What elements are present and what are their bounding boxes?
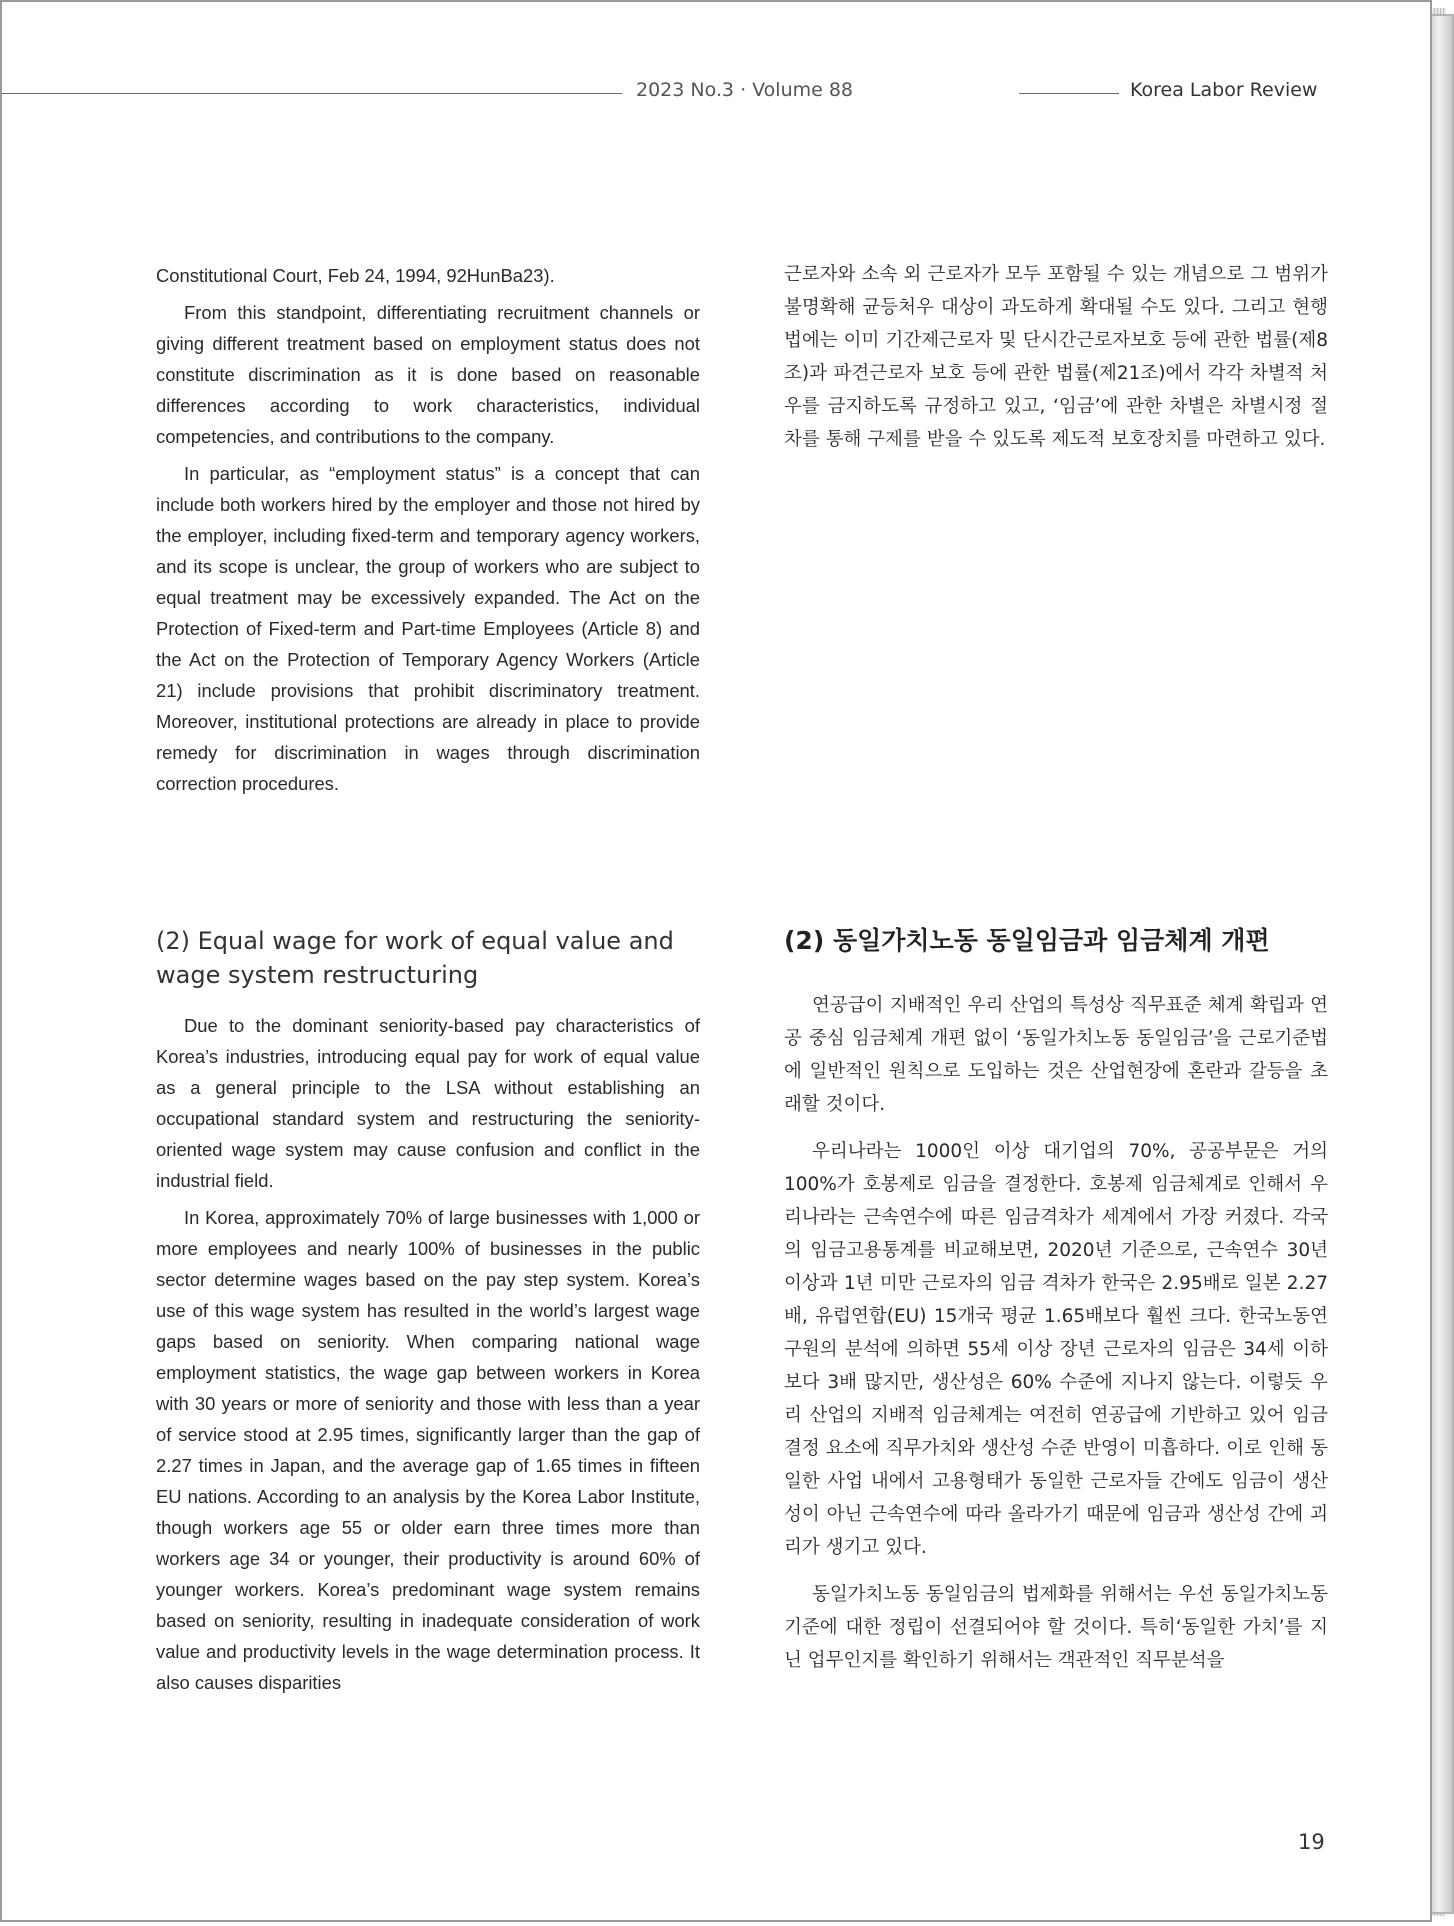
korean-section-column xyxy=(784,989,1328,1683)
english-section-column xyxy=(156,1010,700,1704)
korean-paragraph: 연공급이 지배적인 우리 산업의 특성상 직무표준 체계 확립과 연공 중심 임금체계 개편 없이 ‘동일가치노동 동일임금’을 근로기준법에 일반적인 원칙으로 도입하는 것은 산업현장에 혼란과 갈등을 초래할 것이다. xyxy=(784,995,1328,1115)
header-rule-middle xyxy=(1019,93,1119,94)
english-paragraph: Due to the dominant seniority-based pay characteristics of Korea’s industries, introducing equal pay for work of equal value as a general principle to the LSA without establishing an occupational standard system and restructuring the seniority-oriented wage system may cause confusion and conflict in the industrial field. xyxy=(156,1015,700,1191)
english-section-heading: (2) Equal wage for work of equal value and wage system restructuring xyxy=(156,927,674,989)
korean-paragraph: 동일가치노동 동일임금의 법제화를 위해서는 우선 동일가치노동 기준에 대한 정립이 선결되어야 할 것이다. 특히‘동일한 가치’를 지닌 업무인지를 확인하기 위해서는 객관적인 직무분석을 xyxy=(784,1584,1328,1671)
korean-paragraph: 근로자와 소속 외 근로자가 모두 포함될 수 있는 개념으로 그 범위가 불명확해 균등처우 대상이 과도하게 확대될 수도 있다. 그리고 현행법에는 이미 기간제근로자 및 단시간근로자보호 등에 관한 법률(제8조)과 파견근로자 보호 등에 관한 법률(제21조)에서 각각 차별적 처우를 금지하도록 규정하고 있고, ‘임금’에 관한 차별은 차별시정 절차를 통해 구제를 받을 수 있도록 제도적 보호장치를 마련하고 있다. xyxy=(784,264,1328,450)
header-issue: 2023 No.3 · Volume 88 xyxy=(636,79,854,101)
korean-top-column xyxy=(784,258,1328,462)
header-journal-title: Korea Labor Review xyxy=(1130,79,1318,101)
korean-paragraph: 우리나라는 1000인 이상 대기업의 70%, 공공부문은 거의 100%가 호봉제로 임금을 결정한다. 호봉제 임금체계로 인해서 우리나라는 근속연수에 따른 임금격차가 세계에서 가장 커졌다. 각국의 임금고용통계를 비교해보면, 2020년 기준으로, 근속연수 30년 이상과 1년 미만 근로자의 임금 격차가 한국은 2.95배로 일본 2.27배, 유럽연합(EU) 15개국 평균 1.65배보다 훨씬 크다. 한국노동연구원의 분석에 의하면 55세 이상 장년 근로자의 임금은 34세 이하보다 3배 많지만, 생산성은 60% 수준에 지나지 않는다. 이렇듯 우리 산업의 지배적 임금체계는 여전히 연공급에 기반하고 있어 임금 결정 요소에 직무가치와 생산성 수준 반영이 미흡하다. 이로 인해 동일한 사업 내에서 고용형태가 동일한 근로자들 간에도 임금이 생산성이 아닌 근속연수에 따라 올라가기 때문에 임금과 생산성 간에 괴리가 생기고 있다. xyxy=(784,1141,1328,1558)
english-paragraph: In particular, as “employment status” is a concept that can include both workers hired by the employer and those not hired by the employer, including fixed-term and temporary agency workers, and its scope is unclear, the group of workers who are subject to equal treatment may be excessively expanded. The Act on the Protection of Fixed-term and Part-time Employees (Article 8) and the Act on the Protection of Temporary Agency Workers (Article 21) include provisions that prohibit discriminatory treatment. Moreover, institutional protections are already in place to provide remedy for discrimination in wages through discrimination correction procedures. xyxy=(156,463,700,794)
korean-section-heading: (2) 동일가치노동 동일임금과 임금체계 개편 xyxy=(784,926,1270,955)
page-stack-shadow xyxy=(1432,14,1454,1914)
english-paragraph: From this standpoint, differentiating recruitment channels or giving different treatment based on employment status does not constitute discrimination as it is done based on reasonable differences according to work characteristics, individual competencies, and contributions to the company. xyxy=(156,302,700,447)
english-paragraph: In Korea, approximately 70% of large businesses with 1,000 or more employees and nearly 100% of businesses in the public sector determine wages based on the pay step system. Korea’s use of this wage system has resulted in the world’s largest wage gaps based on seniority. When comparing national wage employment statistics, the wage gap between workers in Korea with 30 years or more of seniority and those with less than a year of service stood at 2.95 times, significantly larger than the gap of 2.27 times in Japan, and the average gap of 1.65 times in fifteen EU nations. According to an analysis by the Korea Labor Institute, though workers age 55 or older earn three times more than workers age 34 or younger, their productivity is around 60% of younger workers. Korea’s predominant wage system remains based on seniority, resulting in inadequate consideration of work value and productivity levels in the wage determination process. It also causes disparities xyxy=(156,1207,700,1693)
header-rule-left xyxy=(2,93,622,94)
english-top-column xyxy=(156,260,700,805)
page-number: 19 xyxy=(1298,1830,1325,1854)
english-paragraph: Constitutional Court, Feb 24, 1994, 92HunBa23). xyxy=(156,265,555,286)
